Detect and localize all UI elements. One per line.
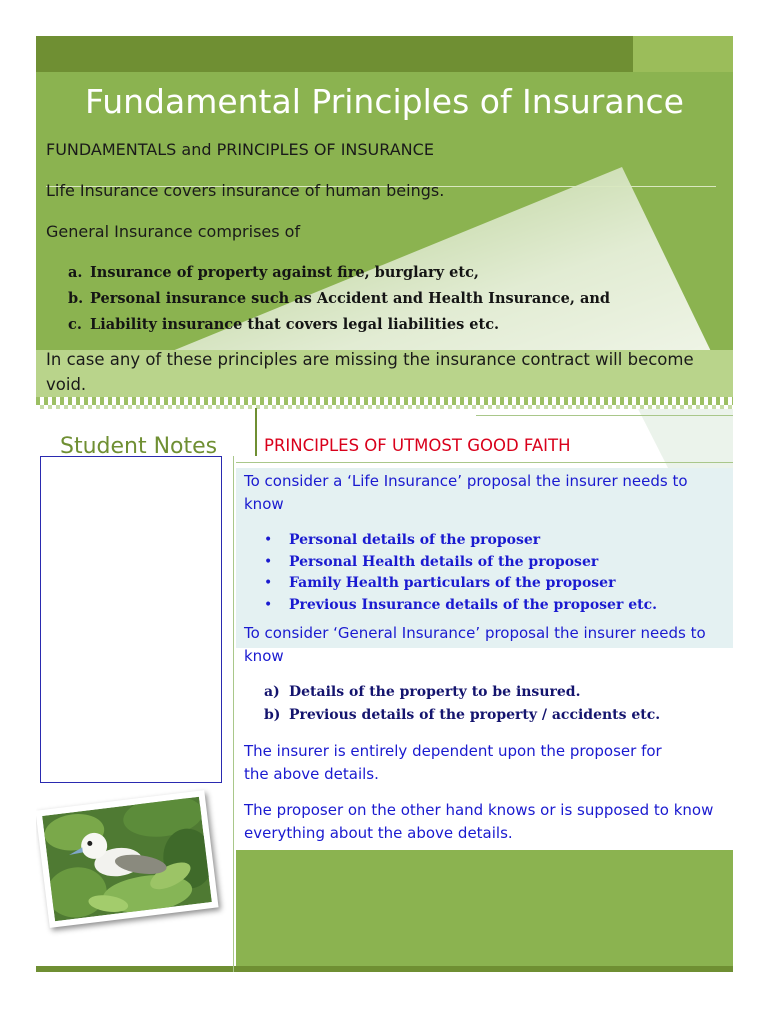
checker-border-bottom (36, 405, 733, 409)
list-item (264, 681, 660, 704)
bullet-marker: • (264, 532, 273, 548)
list-item-text: Family Health particulars of the proposer (289, 575, 616, 591)
page-subtitle: FUNDAMENTALS and PRINCIPLES OF INSURANCE (46, 140, 434, 159)
life-insurance-bullets (264, 530, 657, 616)
column-divider (233, 456, 234, 972)
general-insurance-text: General Insurance comprises of (46, 222, 301, 241)
list-marker: b) (264, 707, 281, 723)
proposer-knows-text: The proposer on the other hand knows or is supposed to know everything about the above details. (244, 801, 714, 842)
student-notes-box (40, 456, 222, 783)
list-item (68, 286, 610, 312)
list-item-text: Insurance of property against fire, burglary etc, (90, 264, 479, 281)
insurer-dependent-text: The insurer is entirely dependent upon the proposer for the above details. (244, 742, 662, 783)
list-item-text: Previous Insurance details of the proposer etc. (289, 596, 657, 613)
bullet-marker: • (264, 596, 273, 613)
document-page (36, 36, 733, 972)
general-insurance-list (68, 260, 610, 338)
list-item (264, 704, 660, 727)
section-heading: PRINCIPLES OF UTMOST GOOD FAITH (264, 436, 571, 455)
list-item (68, 260, 610, 286)
list-item (68, 312, 610, 338)
life-insurance-text: Life Insurance covers insurance of human beings. (46, 181, 445, 200)
list-item-text: Liability insurance that covers legal liabilities etc. (90, 316, 500, 333)
list-marker: a) (264, 684, 280, 700)
student-notes-label: Student Notes (60, 434, 218, 459)
list-item-text: Personal Health details of the proposer (289, 553, 599, 570)
bullet-marker: • (264, 553, 273, 570)
life-insurance-intro: To consider a ‘Life Insurance’ proposal the insurer needs to know (244, 472, 688, 513)
checker-border-top (36, 397, 733, 405)
list-item (264, 530, 657, 552)
general-insurance-intro: To consider ‘General Insurance’ proposal the insurer needs to know (244, 624, 706, 665)
list-item-text: Personal insurance such as Accident and Health Insurance, and (90, 290, 611, 307)
section-divider-upper (476, 415, 733, 416)
list-marker: b. (68, 290, 84, 307)
void-contract-text: In case any of these principles are missing the insurance contract will become void. (46, 350, 694, 394)
list-item-text: Details of the property to be insured. (289, 684, 581, 700)
list-marker: c. (68, 316, 82, 333)
bird-photo (36, 790, 219, 928)
list-item (264, 595, 657, 617)
list-item-text: Previous details of the property / accidents etc. (289, 707, 661, 723)
footer-green-area (236, 850, 733, 972)
general-insurance-details (264, 681, 660, 727)
list-item (264, 552, 657, 574)
heading-accent-bar (255, 408, 257, 456)
list-marker: a. (68, 264, 83, 281)
list-item-text: Personal details of the proposer (289, 532, 541, 548)
bullet-marker: • (264, 575, 273, 591)
section-divider (236, 462, 733, 463)
page-title: Fundamental Principles of Insurance (85, 82, 684, 121)
list-item (264, 573, 657, 595)
footer-color-strip (36, 966, 733, 972)
bird-photo-icon (42, 797, 212, 921)
